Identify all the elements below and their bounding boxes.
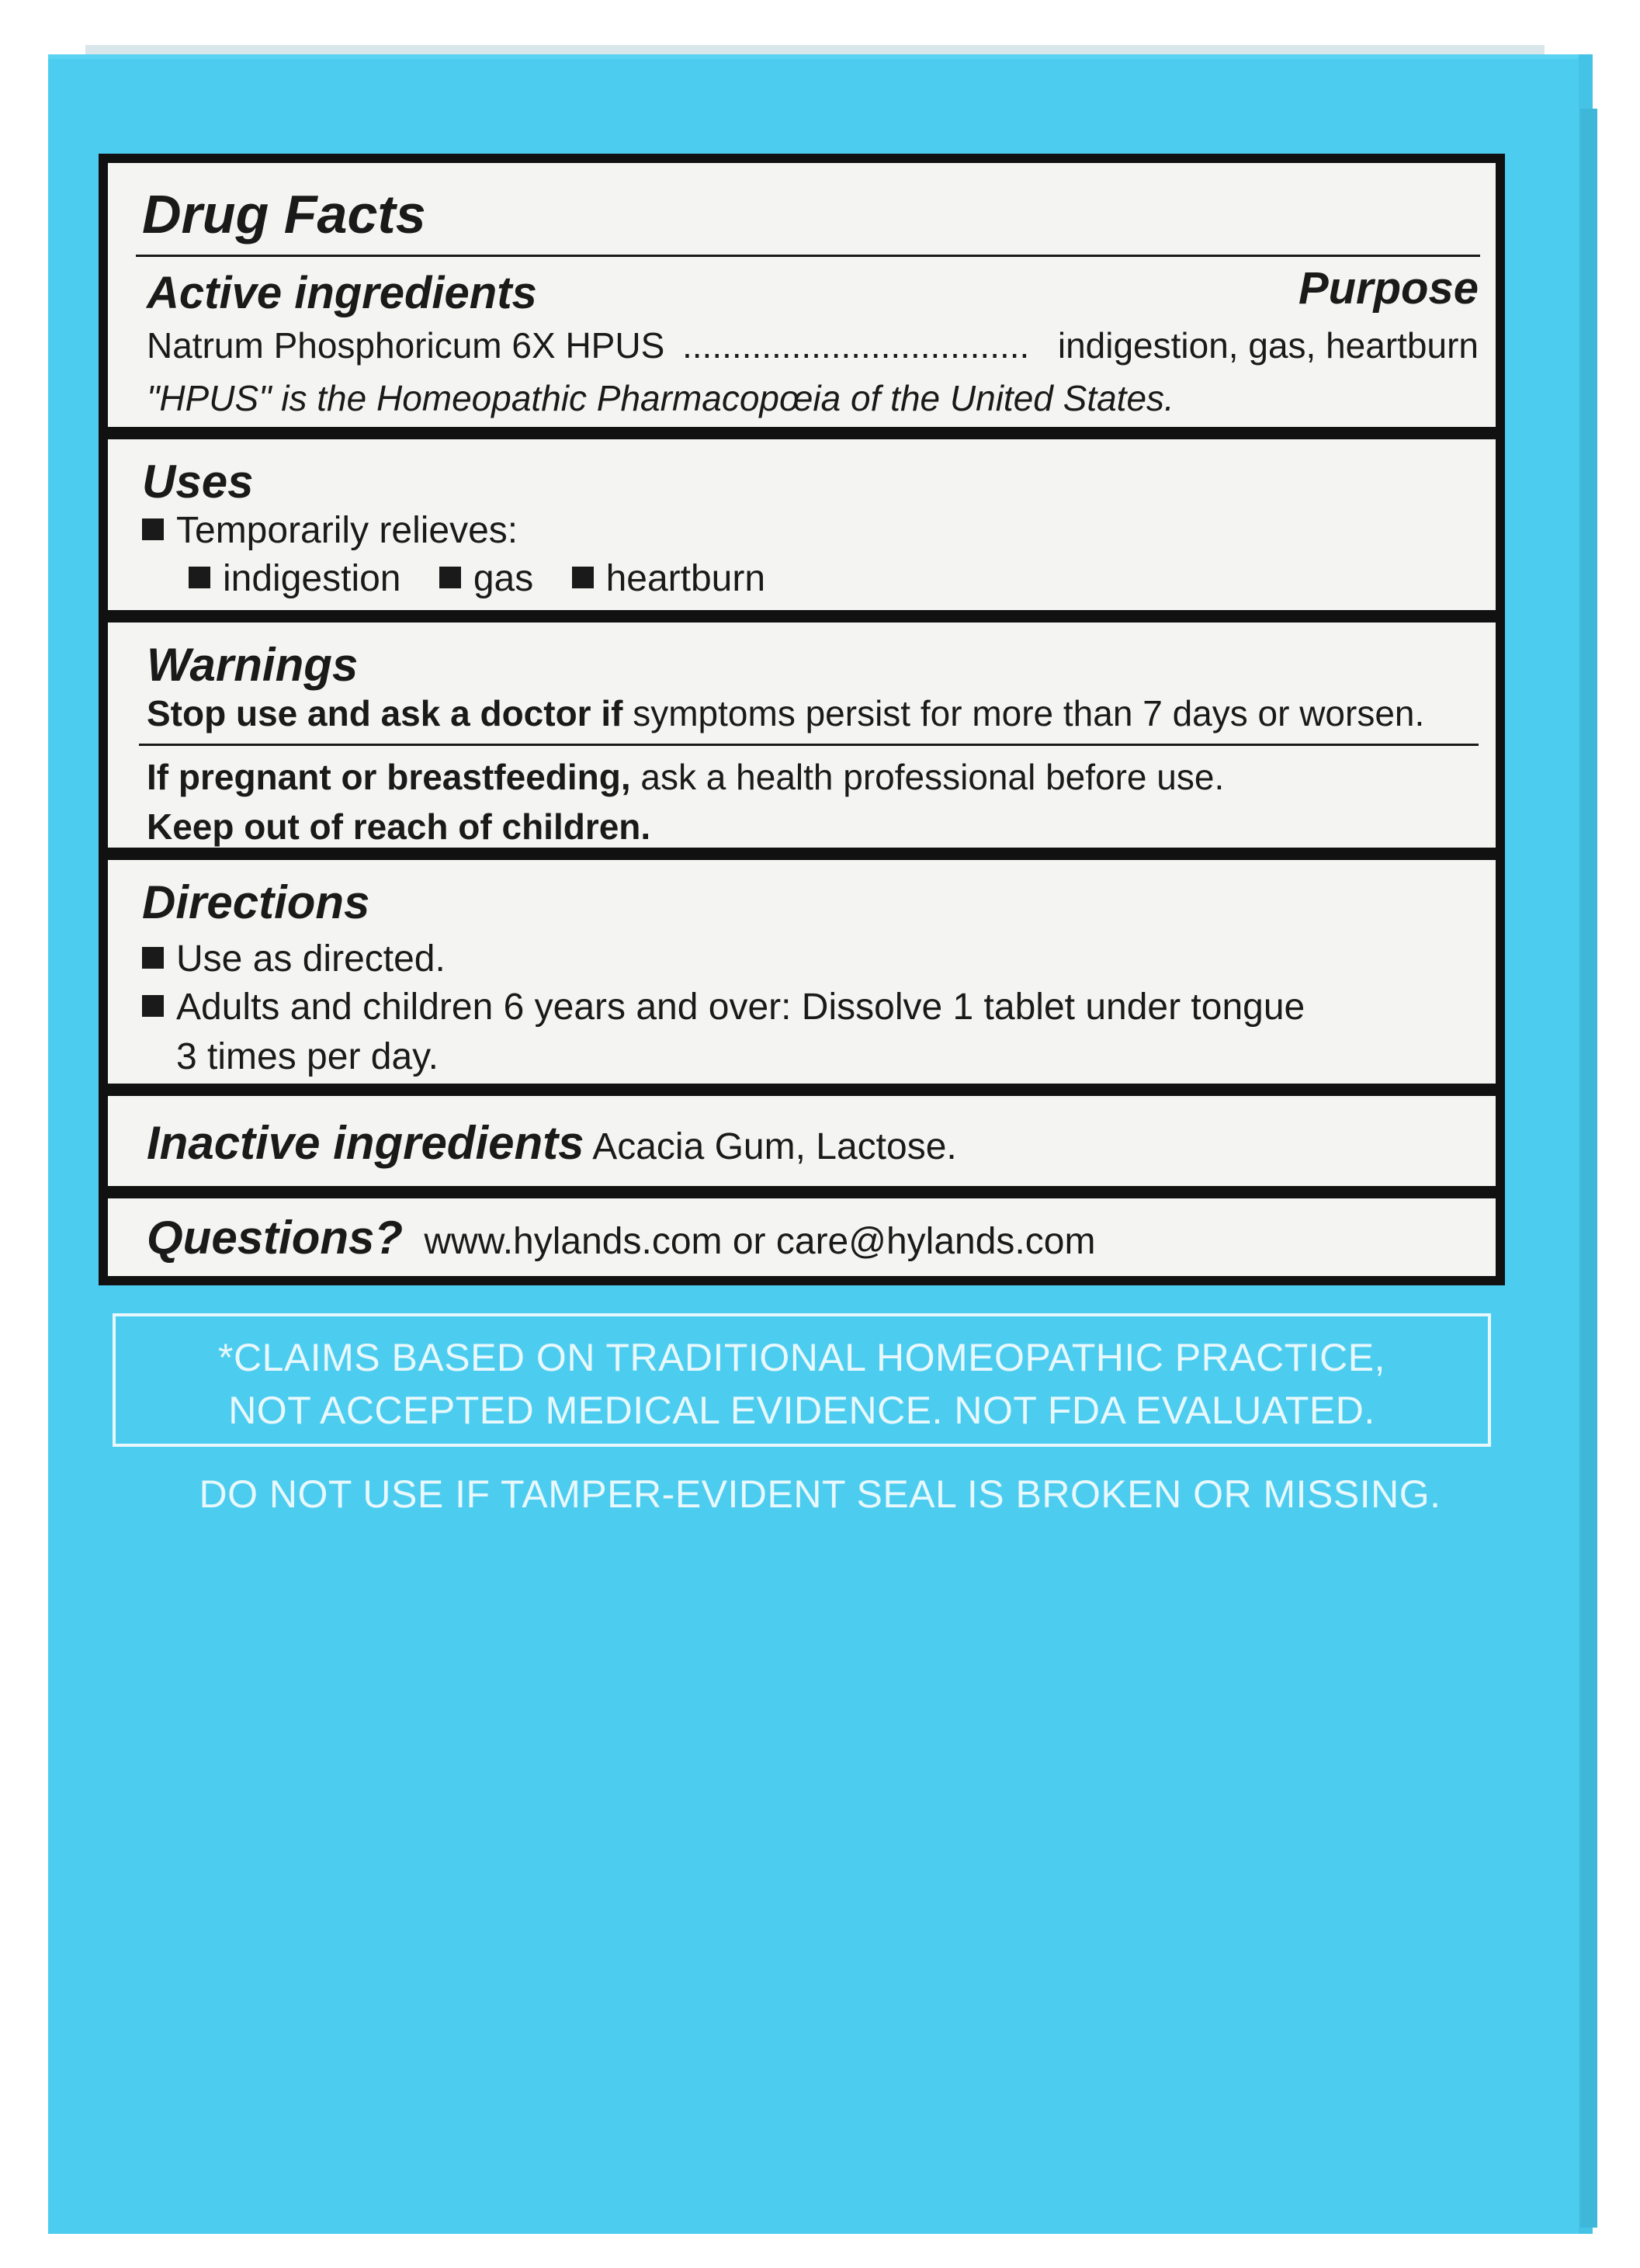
warning-stop-use-bold: Stop use and ask a doctor if (147, 693, 623, 733)
title-rule (136, 255, 1480, 257)
package-side-edge (1580, 109, 1597, 2228)
drug-facts-active-section (108, 163, 1496, 427)
direction-item-1-text: Use as directed. (176, 938, 446, 980)
warnings-section (108, 622, 1496, 848)
inactive-ingredients-text: Acacia Gum, Lactose. (592, 1126, 957, 1167)
use-item-indigestion: indigestion (223, 558, 401, 599)
uses-intro (142, 509, 518, 552)
seal-warning: DO NOT USE IF TAMPER-EVIDENT SEAL IS BROKEN OR MISSING. (199, 1472, 1441, 1516)
inactive-ingredients-section (108, 1096, 1496, 1186)
direction-item-2-text: Adults and children 6 years and over: Dissolve 1 tablet under tongue (176, 987, 1305, 1028)
active-ingredients-heading: Active ingredients (147, 268, 537, 318)
warning-keep-out: Keep out of reach of children. (147, 806, 651, 847)
inactive-ingredients-heading: Inactive ingredients (147, 1117, 584, 1169)
drug-facts-title: Drug Facts (142, 184, 426, 244)
warning-stop-use-text: symptoms persist for more than 7 days or worsen. (622, 693, 1425, 733)
uses-intro-text: Temporarily relieves: (176, 510, 518, 551)
warning-stop-use (147, 692, 1424, 734)
warning-pregnant (147, 756, 1224, 798)
active-ingredient-purpose: indigestion, gas, heartburn (1057, 325, 1479, 366)
use-item-heartburn: heartburn (605, 558, 766, 599)
warnings-rule (139, 744, 1479, 746)
bullet-square-icon (142, 995, 164, 1017)
direction-item-2 (142, 986, 1305, 1028)
warning-pregnant-text: ask a health professional before use. (630, 757, 1225, 797)
claims-line-2: NOT ACCEPTED MEDICAL EVIDENCE. NOT FDA EVALUATED. (228, 1389, 1375, 1432)
questions-heading: Questions? (147, 1212, 404, 1264)
use-item-gas: gas (473, 558, 534, 599)
active-ingredient-name: Natrum Phosphoricum 6X HPUS (147, 325, 665, 366)
drug-facts-panel (99, 154, 1505, 1285)
warning-pregnant-bold: If pregnant or breastfeeding, (147, 757, 631, 797)
claims-disclaimer-box (113, 1313, 1491, 1447)
uses-section (108, 439, 1496, 610)
bullet-square-icon (572, 567, 594, 588)
claims-line-1: *CLAIMS BASED ON TRADITIONAL HOMEOPATHIC PRACTICE, (218, 1336, 1385, 1379)
purpose-heading: Purpose (1298, 263, 1479, 314)
direction-item-1 (142, 938, 446, 980)
hpus-note: "HPUS" is the Homeopathic Pharmacopœia of the United States. (147, 378, 1174, 418)
questions-contact: www.hylands.com or care@hylands.com (424, 1221, 1096, 1262)
bullet-square-icon (439, 567, 461, 588)
directions-section (108, 860, 1496, 1084)
inactive-ingredients-line (147, 1116, 957, 1170)
bullet-square-icon (142, 947, 164, 969)
directions-heading: Directions (142, 876, 370, 928)
warnings-heading: Warnings (147, 639, 359, 691)
direction-item-2-continued: 3 times per day. (176, 1036, 439, 1077)
questions-section (108, 1198, 1496, 1276)
purpose-leader-dots: ................................... (682, 325, 1030, 366)
bullet-square-icon (142, 518, 164, 540)
uses-heading: Uses (142, 456, 254, 508)
uses-items (189, 557, 765, 600)
bullet-square-icon (189, 567, 210, 588)
questions-line (147, 1211, 1095, 1264)
